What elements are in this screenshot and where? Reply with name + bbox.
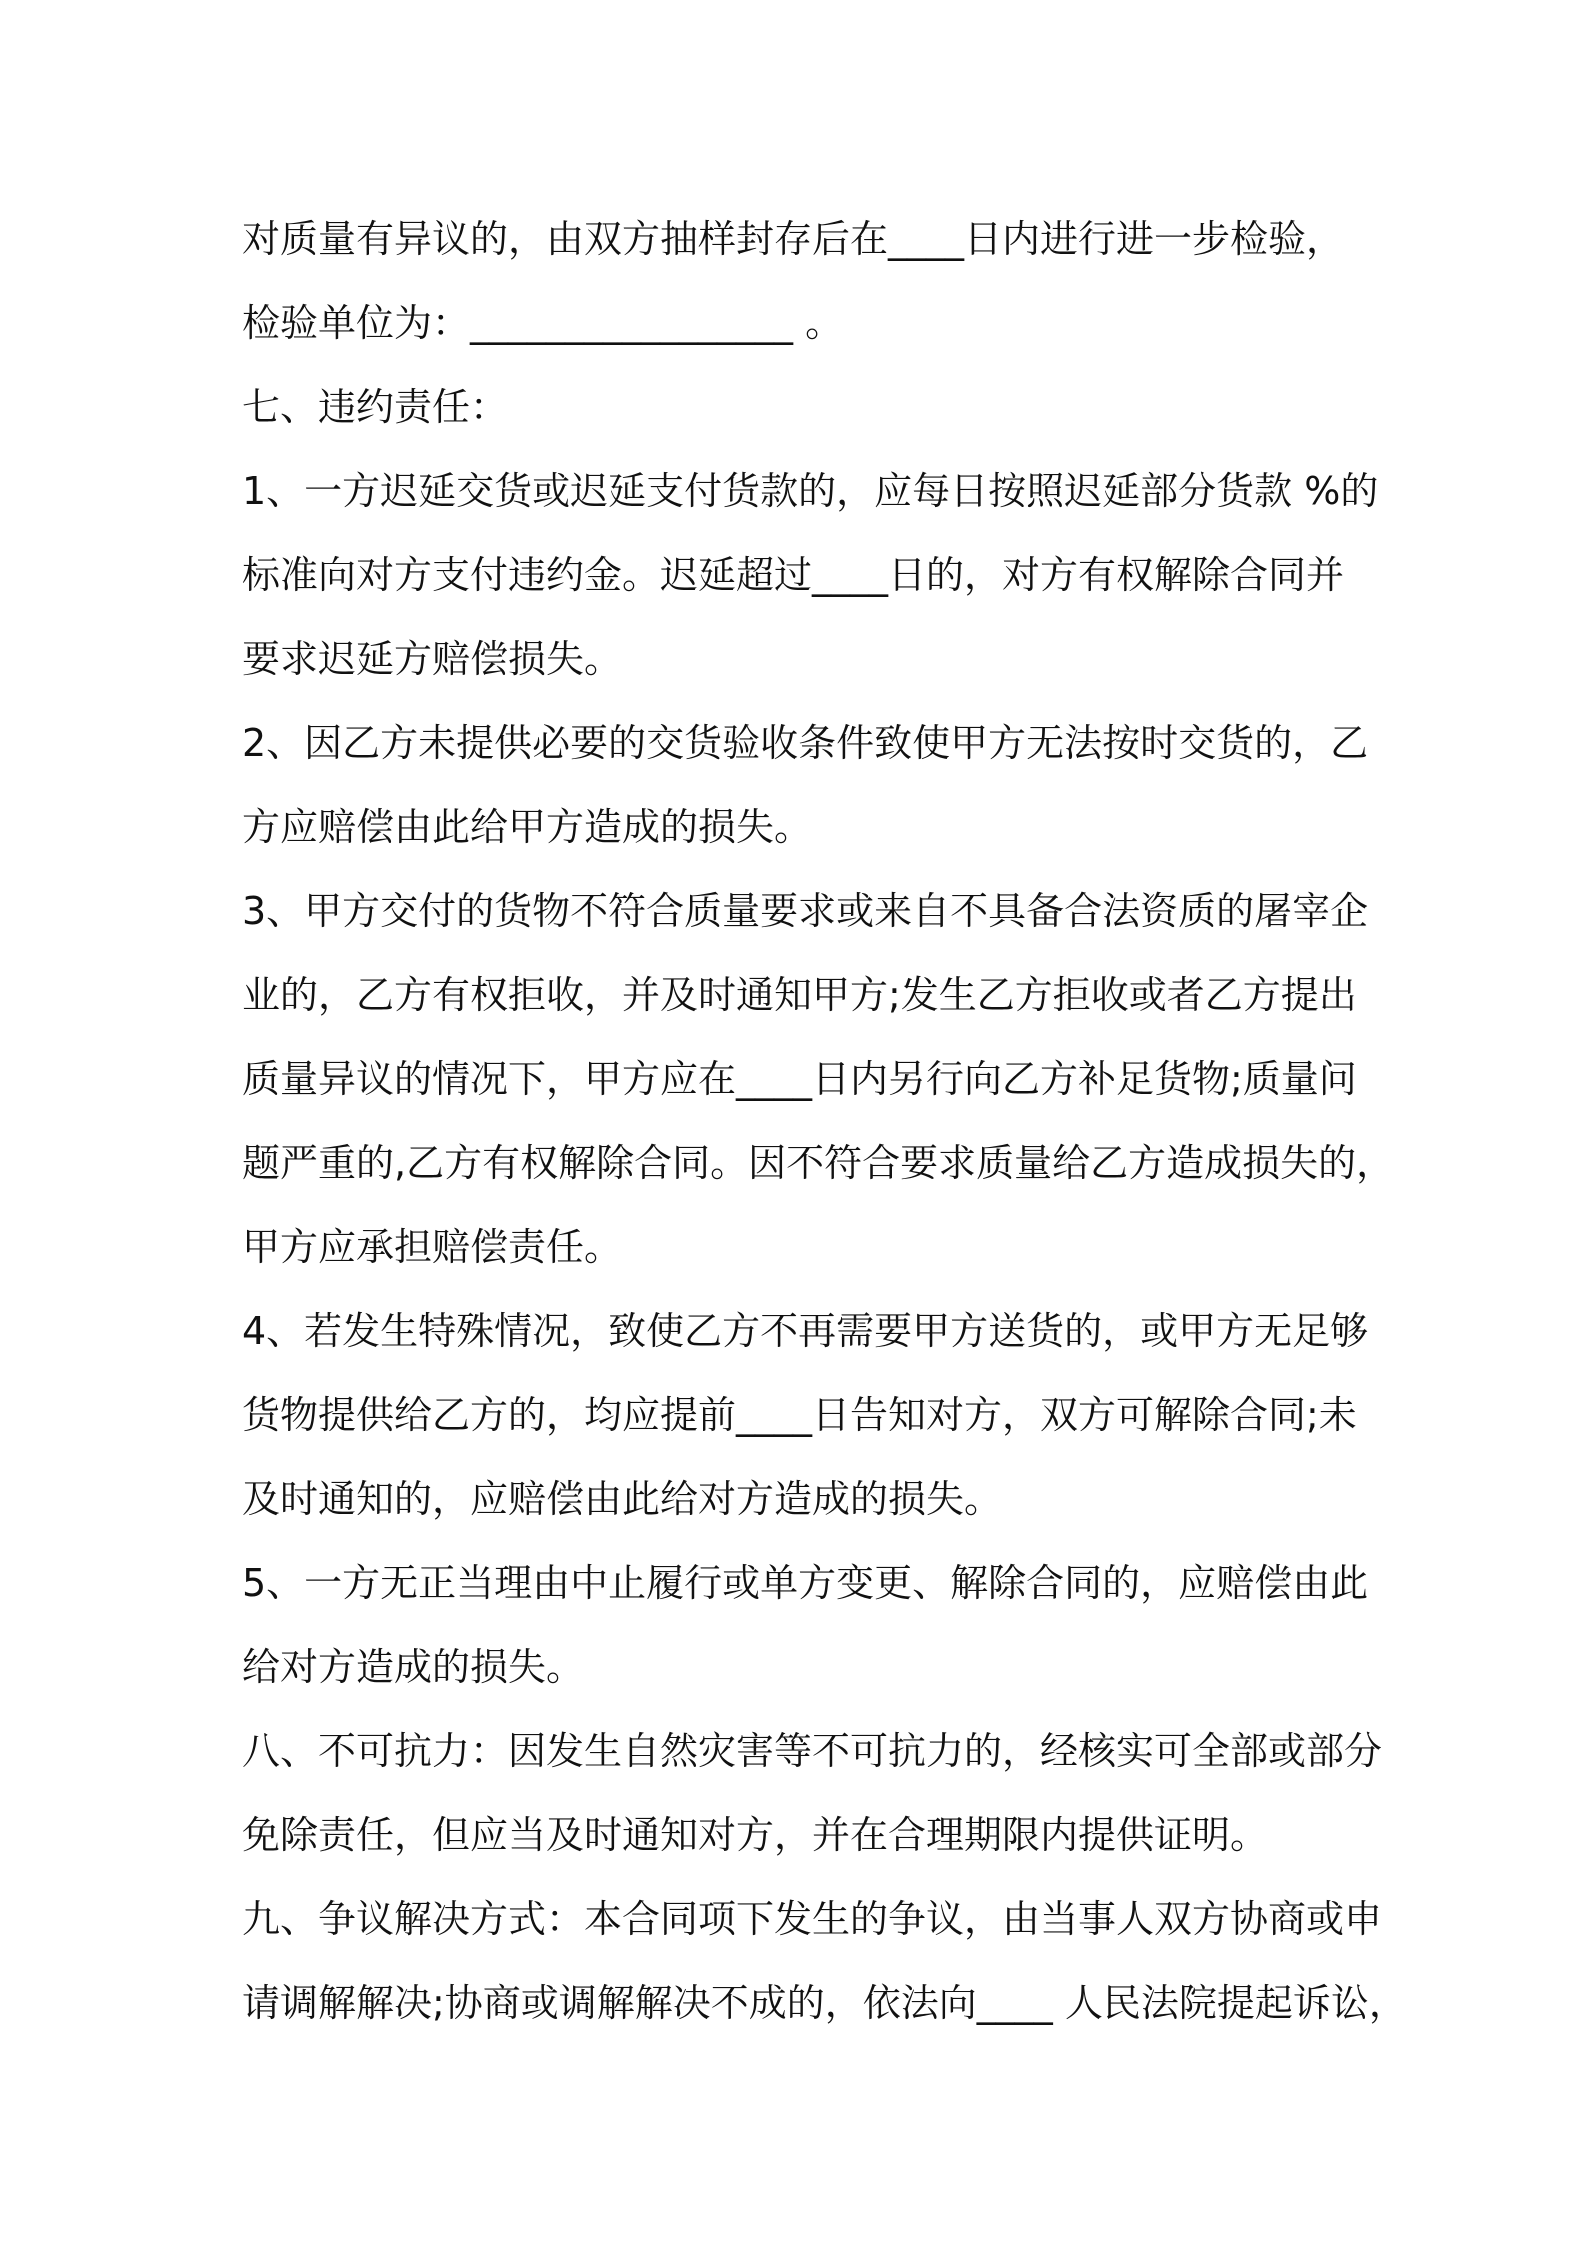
text-line: 对质量有异议的，由双方抽样封存后在____日内进行进一步检验， [242,217,1345,261]
text-line: 九、争议解决方式：本合同项下发生的争议，由当事人双方协商或申 [242,1897,1383,1941]
text-line: 题严重的,乙方有权解除合同。因不符合要求质量给乙方造成损失的， [242,1141,1395,1185]
text-line: 八、不可抗力：因发生自然灾害等不可抗力的，经核实可全部或部分 [242,1729,1383,1773]
text-line: 2、因乙方未提供必要的交货验收条件致使甲方无法按时交货的，乙 [242,721,1369,765]
text-line: 免除责任，但应当及时通知对方，并在合理期限内提供证明。 [242,1813,1269,1857]
text-line: 要求迟延方赔偿损失。 [242,637,623,681]
text-line: 及时通知的，应赔偿由此给对方造成的损失。 [242,1477,1003,1521]
text-line: 方应赔偿由此给甲方造成的损失。 [242,805,813,849]
text-line: 标准向对方支付违约金。迟延超过____日的，对方有权解除合同并 [242,553,1345,597]
text-line: 5、一方无正当理由中止履行或单方变更、解除合同的，应赔偿由此 [242,1561,1369,1605]
text-line: 质量异议的情况下，甲方应在____日内另行向乙方补足货物;质量问 [242,1057,1357,1101]
text-line: 货物提供给乙方的，均应提前____日告知对方，双方可解除合同;未 [242,1393,1357,1437]
text-line: 请调解解决;协商或调解解决不成的，依法向____ 人民法院提起诉讼， [242,1981,1407,2025]
text-line: 3、甲方交付的货物不符合质量要求或来自不具备合法资质的屠宰企 [242,889,1369,933]
text-line: 业的，乙方有权拒收，并及时通知甲方;发生乙方拒收或者乙方提出 [242,973,1357,1017]
text-line: 甲方应承担赔偿责任。 [242,1225,623,1269]
text-line: 4、若发生特殊情况，致使乙方不再需要甲方送货的，或甲方无足够 [242,1309,1369,1353]
text-line: 给对方造成的损失。 [242,1645,585,1689]
text-line: 检验单位为：_________________ 。 [242,301,844,345]
text-line: 1、一方迟延交货或迟延支付货款的，应每日按照迟延部分货款 %的 [242,469,1379,513]
section-heading: 七、违约责任： [242,385,509,429]
document-body [242,197,1407,2045]
